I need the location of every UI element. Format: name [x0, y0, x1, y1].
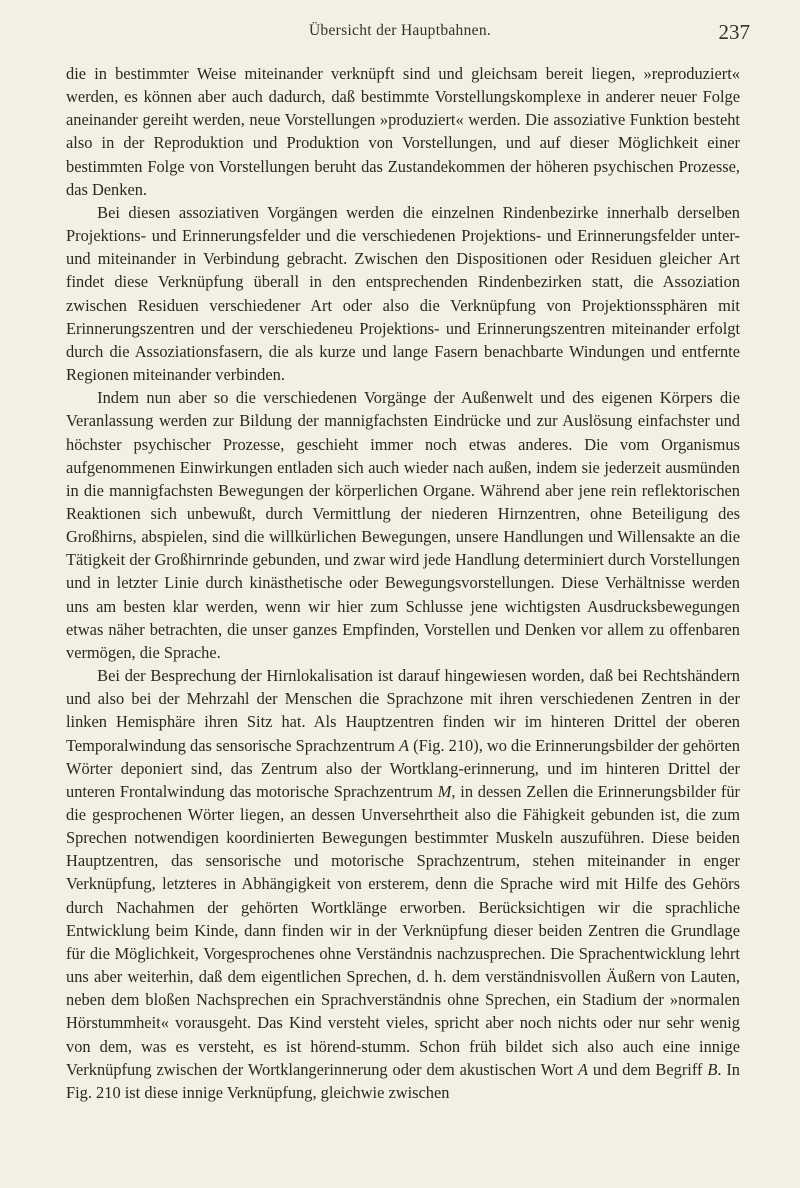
paragraph-text: Bei der Besprechung der Hirnlokalisation ist darauf hingewiesen worden, daß bei Rechtshändern und also bei der Mehrzahl der Menschen die Sprachzone mit ihren verschiedenen Zentren in der linken Hemisphäre ihren Sitz hat. Als Hauptzentren finden wir im hinteren Drittel der oberen Temporalwindung das sensorische Sprachzentrum: [66, 666, 740, 755]
body-text: [66, 62, 740, 1104]
paragraph-text: , in dessen Zellen die Erinnerungsbilder für die gesprochenen Wörter liegen, an dessen Unversehrtheit also die Fähigkeit gebunden ist, die zum Sprechen notwendigen koordinierten Bewegungen bestimmter Muskeln auszuführen. Diese beiden Hauptzentren, das sensorische und motorische Sprachzentrum, stehen miteinander in enger Verknüpfung, letzteres in Abhängigkeit von ersterem, denn die Sprache wird mit Hilfe des Gehörs durch Nachahmen der gehörten Wortklänge erworben. Berücksichtigen wir die sprachliche Entwicklung beim Kinde, dann finden wir in der Verknüpfung dieser beiden Zentren die Grundlage für die Möglichkeit, Vorgesprochenes ohne Verständnis nachzusprechen. Die Sprachentwicklung lehrt uns aber weiterhin, daß dem eigentlichen Sprechen, d. h. dem verständnisvollen Äußern von Lauten, neben dem bloßen Nachsprechen ein Sprachverständnis ohne Sprechen, ein Stadium der »normalen Hörstummheit« vorausgeht. Das Kind versteht vieles, spricht aber noch nichts oder nur sehr wenig von dem, was es versteht, es ist hörend-stumm. Schon früh bildet sich also auch eine innige Verknüpfung zwischen der Wortklangerinnerung oder dem akustischen Wort: [66, 781, 741, 1079]
figure-label-m: M: [437, 781, 452, 801]
running-head-title: Übersicht der Hauptbahnen.: [308, 22, 492, 39]
paragraph-2: [66, 201, 740, 386]
figure-label-a: A: [399, 735, 410, 755]
paragraph-text: Indem nun aber so die verschiedenen Vorgänge der Außenwelt und des eigenen Körpers die Veranlassung werden zur Bildung der mannigfachsten Eindrücke und zur Auslösung einfachster und höchster psychischer Prozesse, geschieht immer noch etwas anderes. Die vom Organismus aufgenommenen Einwirkungen entladen sich auch wieder nach außen, indem sie jederzeit ausmünden in die mannigfachsten Bewegungen der körperlichen Organe. Während aber jene rein reflektorischen Reaktionen sich unbewußt, durch Vermittlung der niederen Hirnzentren, ohne Beteiligung des Großhirns, abspielen, sind die willkürlichen Bewegungen, unsere Handlungen und Willensakte an die Tätigkeit der Großhirnrinde gebunden, und zwar wird jede Handlung determiniert durch Vorstellungen und in letzter Linie durch kinästhetische oder Bewegungsvorstellungen. Diese Verhältnisse werden uns am besten klar werden, wenn wir hier zum Schlusse jene wichtigsten Ausdrucksbewegungen etwas näher betrachten, die unser ganzes Empfinden, Vorstellen und Denken vor allem zu offenbaren vermögen, die Sprache.: [66, 388, 740, 662]
figure-label-a: A: [577, 1059, 588, 1079]
paragraph-1: [66, 62, 740, 201]
paragraph-text: die in bestimmter Weise miteinander verknüpft sind und gleichsam bereit liegen, »reproduziert« werden, es können aber auch dadurch, daß bestimmte Vorstellungskomplexe in anderer neuer Folge aneinander gereiht werden, neue Vorstellungen »produziert« werden. Die assoziative Funktion besteht also in der Reproduktion und Produktion von Vorstellungen, und auf dieser Möglichkeit einer bestimmten Folge von Vorstellungen beruht das Zustandekommen der höheren psychischen Prozesse, das Denken.: [66, 64, 740, 199]
paragraph-text: und dem Begriff: [587, 1059, 708, 1079]
paragraph-text: (Fig. 210), wo die Erinnerungsbilder der gehörten Wörter deponiert sind, das Zentrum also der Wortklang-erinnerung, und im hinteren Drittel der unteren Frontalwindung das motorische Sprachzentrum: [66, 735, 741, 801]
paragraph-text: Bei diesen assoziativen Vorgängen werden die einzelnen Rindenbezirke innerhalb derselben Projektions- und Erinnerungsfelder und die verschiedenen Projektions- und Erinnerungsfelder unter- und miteinander in Verbindung gebracht. Zwischen den Dispositionen oder Residuen gleicher Art findet diese Verknüpfung überall in den entsprechenden Rindenbezirken statt, die Assoziation zwischen Residuen verschiedener Art oder also die Verknüpfung von Projektionssphären mit Erinnerungszentren und der verschiedeneu Projektions- und Erinnerungszentren miteinander erfolgt durch die Assoziationsfasern, die als kurze und lange Fasern benachbarte Windungen und entfernte Regionen miteinander verbinden.: [66, 202, 740, 385]
page-number: 237: [718, 20, 750, 44]
paragraph-4: [66, 664, 740, 1104]
paragraph-text: . In Fig. 210 ist diese innige Verknüpfung, gleichwie zwischen: [66, 1059, 740, 1102]
figure-label-b: B: [707, 1059, 718, 1079]
paragraph-3: [66, 386, 740, 664]
